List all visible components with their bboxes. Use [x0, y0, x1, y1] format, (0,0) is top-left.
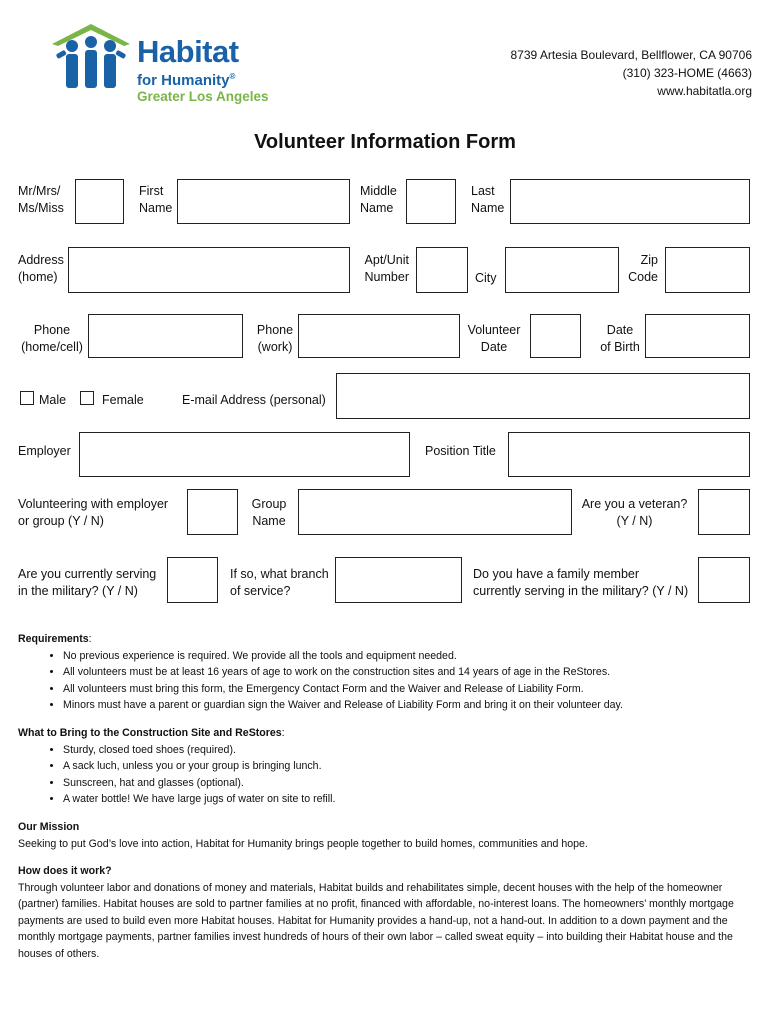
list-item: • Sturdy, closed toed shoes (required). — [63, 742, 753, 759]
mission-section — [18, 819, 753, 852]
list-item: • A water bottle! We have large jugs of water on site to refill. — [63, 791, 753, 808]
volunteering-with-employer-input[interactable] — [187, 489, 238, 535]
female-label: Female — [102, 393, 144, 407]
military-serving-input[interactable] — [167, 557, 218, 603]
zip-code-input[interactable] — [665, 247, 750, 293]
title-input[interactable] — [75, 179, 124, 224]
volunteer-date-label: Volunteer Date — [467, 323, 521, 354]
address-input[interactable] — [68, 247, 350, 293]
logo-region-text: Greater Los Angeles — [137, 89, 269, 104]
family-military-input[interactable] — [698, 557, 750, 603]
family-military-label: Do you have a family member currently serving in the military? (Y / N) — [473, 567, 689, 598]
how-it-works-heading: How does it work? — [18, 865, 112, 877]
apt-unit-input[interactable] — [416, 247, 468, 293]
branch-of-service-input[interactable] — [335, 557, 462, 603]
employer-label: Employer — [18, 444, 71, 458]
last-name-input[interactable] — [510, 179, 750, 224]
phone-home-label: Phone (home/cell) — [21, 323, 83, 354]
first-name-label: First Name — [139, 184, 173, 215]
male-label: Male — [39, 393, 67, 407]
phone-home-input[interactable] — [88, 314, 243, 358]
military-serving-label: Are you currently serving in the military? (Y / N) — [18, 567, 157, 598]
mission-heading: Our Mission — [18, 821, 80, 833]
org-phone: (310) 323-HOME (4663) — [622, 66, 752, 80]
city-input[interactable] — [505, 247, 619, 293]
group-name-input[interactable] — [298, 489, 572, 535]
veteran-label: Are you a veteran? (Y / N) — [581, 497, 688, 528]
position-title-label: Position Title — [425, 444, 496, 458]
how-it-works-section — [18, 863, 753, 963]
email-input[interactable] — [336, 373, 750, 419]
list-item: • All volunteers must be at least 16 years of age to work on the construction sites and 14 years of age in the ReStores. — [63, 664, 753, 681]
male-checkbox[interactable] — [20, 391, 34, 405]
phone-work-input[interactable] — [298, 314, 460, 358]
phone-work-label: Phone (work) — [256, 323, 294, 354]
group-name-label: Group Name — [251, 497, 287, 528]
veteran-input[interactable] — [698, 489, 750, 535]
middle-name-input[interactable] — [406, 179, 456, 224]
address-label: Address (home) — [18, 253, 64, 284]
title-label: Mr/Mrs/ Ms/Miss — [18, 184, 64, 215]
zip-code-label: Zip Code — [628, 253, 658, 284]
last-name-label: Last Name — [471, 184, 505, 215]
logo-for-humanity-text: for Humanity® — [137, 72, 236, 89]
branch-of-service-label: If so, what branch of service? — [230, 567, 329, 598]
page-title: Volunteer Information Form — [254, 131, 516, 153]
mission-text: Seeking to put God’s love into action, Habitat for Humanity brings people together to build homes, communities and hope. — [18, 837, 588, 850]
list-item: • A sack luch, unless you or your group is bringing lunch. — [63, 758, 753, 775]
list-item: • Minors must have a parent or guardian sign the Waiver and Release of Liability Form and bring it on their volunteer day. — [63, 697, 753, 714]
what-to-bring-heading: What to Bring to the Construction Site and ReStores — [18, 727, 282, 739]
email-label: E-mail Address (personal) — [182, 393, 326, 407]
org-contact-block — [511, 46, 753, 100]
volunteering-with-employer-label: Volunteering with employer or group (Y / N) — [18, 497, 169, 528]
org-website[interactable]: www.habitatla.org — [657, 84, 752, 98]
volunteer-date-input[interactable] — [530, 314, 581, 358]
female-checkbox[interactable] — [80, 391, 94, 405]
apt-unit-label: Apt/Unit Number — [364, 253, 409, 284]
org-address: 8739 Artesia Boulevard, Bellflower, CA 90706 — [510, 48, 752, 62]
requirements-heading: Requirements — [18, 633, 89, 645]
requirements-section: Requirements: • No previous experience is required. We provide all the tools and equipment needed. • All volunteers must be at least 16 years of age to work on the construction sites and 14 years of age in the ReStores. • All volunteers must bring this form, the Emergency Contact Form and the Waiver and Release of Liability Form. • Minors must have a parent or guardian sign the Waiver and Release of Liability Form and bring it on their volunteer day. — [18, 631, 753, 714]
position-title-input[interactable] — [508, 432, 750, 477]
date-of-birth-label: Date of Birth — [600, 323, 640, 354]
date-of-birth-input[interactable] — [645, 314, 750, 358]
first-name-input[interactable] — [177, 179, 350, 224]
what-to-bring-section: What to Bring to the Construction Site and ReStores: • Sturdy, closed toed shoes (required). • A sack luch, unless you or your group is bringing lunch. • Sunscreen, hat and glasses (optional). • A water bottle! We have large jugs of water on site to refill. — [18, 725, 753, 808]
how-it-works-text: Through volunteer labor and donations of money and materials, Habitat builds and rehabilitates simple, decent houses with the help of the homeowner (partner) families. Habitat houses are sold to partner families at no profit, financed with affordable, no-interest loans. The homeowners’ monthly mortgage payments are used to build even more Habitat houses. Habitat for Humanity provides a hand-up, not a hand-out. In addition to a down payment and the monthly mortgage payments, partner families invest hundreds of hours of their own labor – called sweat equity – into building their Habitat house and the houses of others. — [18, 881, 734, 960]
city-label: City — [475, 271, 497, 285]
logo-habitat-text: Habitat — [137, 34, 239, 69]
employer-input[interactable] — [79, 432, 410, 477]
middle-name-label: Middle Name — [360, 184, 397, 215]
list-item: • All volunteers must bring this form, the Emergency Contact Form and the Waiver and Release of Liability Form. — [63, 681, 753, 698]
list-item: • No previous experience is required. We provide all the tools and equipment needed. — [63, 648, 753, 665]
house-people-logo-icon — [50, 22, 132, 92]
list-item: • Sunscreen, hat and glasses (optional). — [63, 775, 753, 792]
